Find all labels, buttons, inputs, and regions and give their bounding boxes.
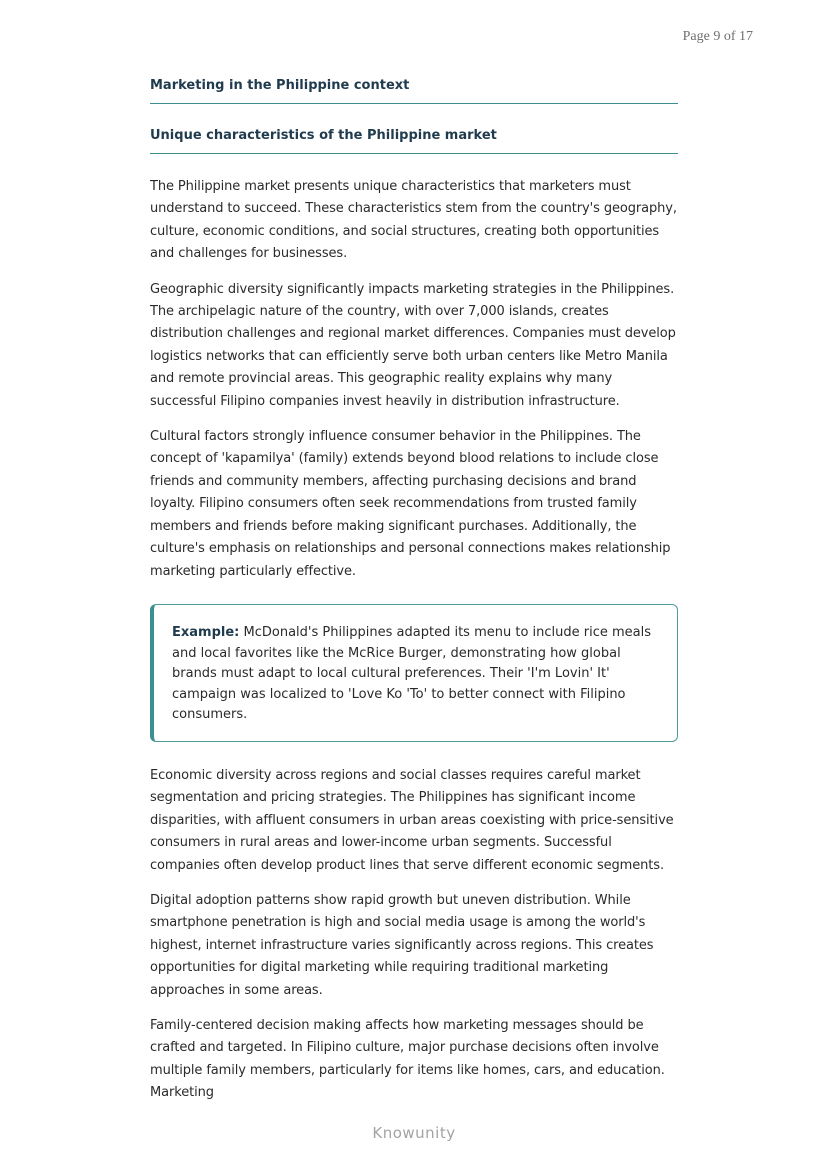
paragraph-digital: Digital adoption patterns show rapid growth but uneven distribution. While smartphone penetration is high and social media usage is among the world's highest, internet infrastructure varies significantly across regions. This creates opportunities for digital marketing while requiring traditional marketing approaches in some areas.: [150, 892, 654, 998]
example-label: Example:: [172, 624, 240, 640]
paragraph-intro: The Philippine market presents unique characteristics that marketers must understand to succeed. These characteristics stem from the country's geography, culture, economic conditions, and social structures, creating both opportunities and challenges for businesses.: [150, 179, 677, 262]
section-heading: Marketing in the Philippine context: [150, 76, 678, 104]
paragraph-family: Family-centered decision making affects how marketing messages should be crafted and targeted. In Filipino culture, major purchase decisions often involve multiple family members, particularly for items like homes, cars, and education. Marketing: [150, 1017, 665, 1101]
paragraph-economic: Economic diversity across regions and social classes requires careful market segmentation and pricing strategies. The Philippines has significant income disparities, with affluent consumers in urban areas coexisting with price-sensitive consumers in rural areas and lower-income urban segments. Successful companies often develop product lines that serve different economic segments.: [150, 767, 674, 873]
example-text: McDonald's Philippines adapted its menu to include rice meals and local favorites like the McRice Burger, demonstrating how global brands must adapt to local cultural preferences. Their 'I'm Lovin' It' campaign was localized to 'Love Ko 'To' to better connect with Filipino consumers.: [172, 624, 652, 723]
example-callout: [150, 604, 678, 742]
page-number: Page 9 of 17: [682, 29, 753, 44]
paragraph-group: [150, 176, 678, 1105]
subsection-heading: Unique characteristics of the Philippine market: [150, 126, 678, 154]
footer-brand: Knowunity: [372, 1124, 456, 1142]
paragraph-cultural: Cultural factors strongly influence consumer behavior in the Philippines. The concept of 'kapamilya' (family) extends beyond blood relations to include close friends and community members, affecting purchasing decisions and brand loyalty. Filipino consumers often seek recommendations from trusted family members and friends before making significant purchases. Additionally, the culture's emphasis on relationships and personal connections makes relationship marketing particularly effective.: [150, 429, 671, 579]
paragraph-geographic: Geographic diversity significantly impacts marketing strategies in the Philippines. The archipelagic nature of the country, with over 7,000 islands, creates distribution challenges and regional market differences. Companies must develop logistics networks that can efficiently serve both urban centers like Metro Manila and remote provincial areas. This geographic reality explains why many successful Filipino companies invest heavily in distribution infrastructure.: [150, 281, 676, 409]
document-body: [150, 72, 678, 1118]
